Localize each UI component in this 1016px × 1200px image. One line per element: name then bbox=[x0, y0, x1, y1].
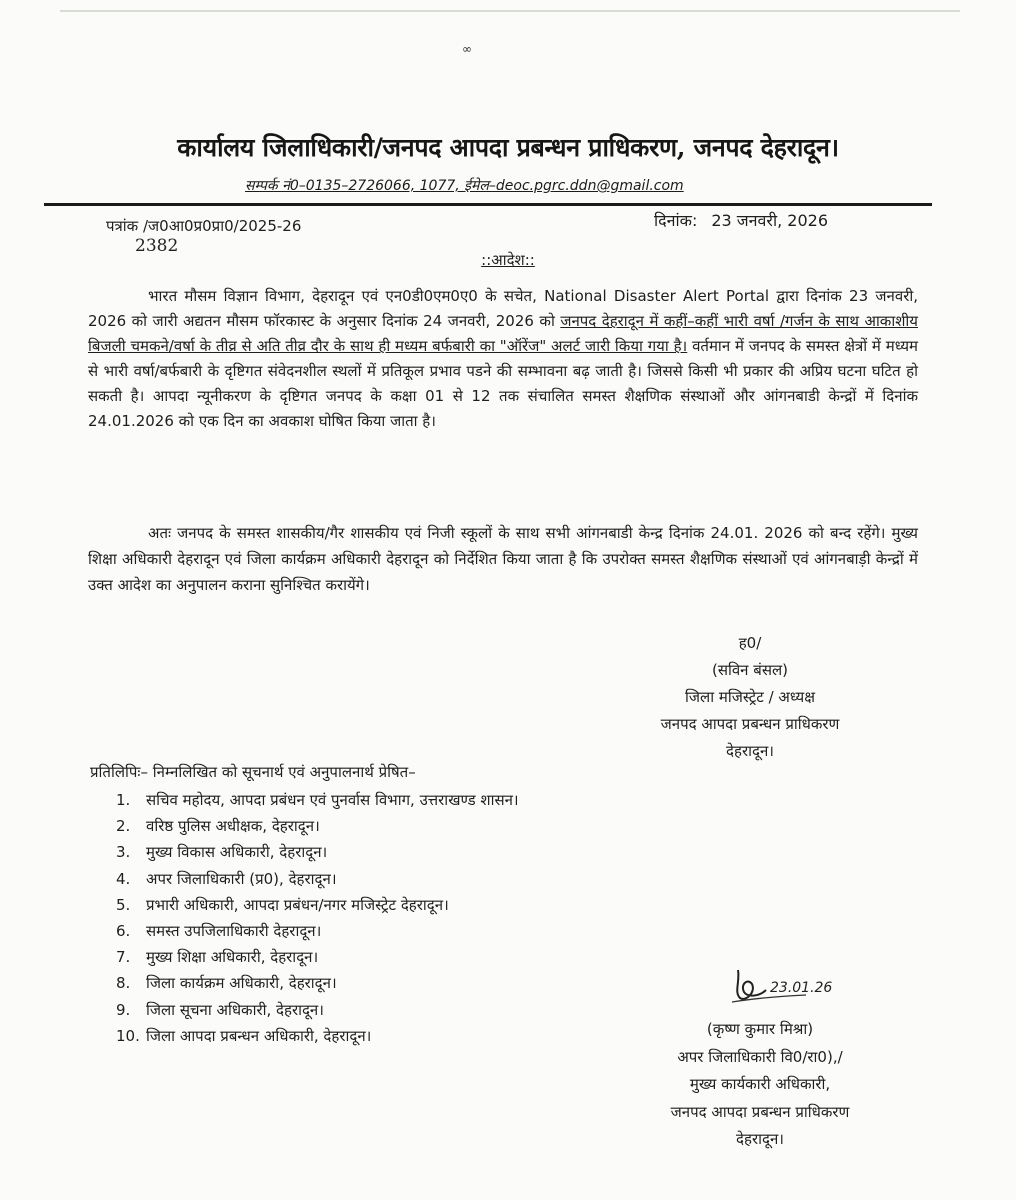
date-value: 23 जनवरी, 2026 bbox=[711, 211, 829, 230]
copy-to-item-text: समस्त उपजिलाधिकारी देहरादून। bbox=[146, 921, 322, 940]
copy-to-item bbox=[116, 813, 519, 839]
copy-to-item bbox=[116, 787, 519, 813]
copy-to-item-text: मुख्य शिक्षा अधिकारी, देहरादून। bbox=[146, 948, 319, 967]
signatory-block-dm bbox=[630, 630, 870, 765]
copy-to-item bbox=[116, 1023, 519, 1049]
copy-to-item-number: 3. bbox=[116, 843, 131, 862]
copy-to-item-number: 4. bbox=[116, 869, 131, 888]
copy-to-item-number: 6. bbox=[116, 921, 131, 940]
signatory2-authority: जनपद आपदा प्रबन्धन प्राधिकरण bbox=[670, 1102, 850, 1121]
paragraph-1-part-b: वर्तमान में जनपद के समस्त क्षेत्रों में मध्यम से भारी वर्षा/बर्फबारी के दृष्टिगत संवेदनशील स्थलों में प्रतिकूल प्रभाव पडने की सम्भावना बढ़ जाती है। जिससे किसी भी प्रकार की अप्रिय घटना घटित हो सकती है। आपदा न्यूनीकरण के दृष्टिगत जनपद के कक्षा 01 से 12 तक संचालित समस्त शैक्षणिक संस्थाओं और आंगनबाडी केन्द्रों में दिनांक 24.01.2026 को एक दिन का अवकाश घोषित किया जाता है। bbox=[88, 337, 919, 430]
signatory-place: देहरादून। bbox=[726, 742, 774, 760]
header-rule bbox=[44, 203, 932, 206]
copy-to-item-text: जिला कार्यक्रम अधिकारी, देहरादून। bbox=[146, 974, 337, 993]
copy-to-item-number: 10. bbox=[116, 1026, 140, 1045]
signatory-authority: जनपद आपदा प्रबन्धन प्राधिकरण bbox=[660, 715, 840, 733]
order-paragraph-1 bbox=[88, 284, 918, 434]
reference-number: /ज0आ0प्र0प्रा0/2025-26 bbox=[143, 217, 302, 235]
copy-to-item-text: सचिव महोदय, आपदा प्रबंधन एवं पुनर्वास विभाग, उत्तराखण्ड शासन। bbox=[146, 791, 519, 809]
date-line bbox=[654, 209, 828, 231]
office-title: कार्यालय जिलाधिकारी/जनपद आपदा प्रबन्धन प्राधिकरण, जनपद देहरादून। bbox=[177, 133, 839, 162]
copy-to-heading: प्रतिलिपिः– निम्नलिखित को सूचनार्थ एवं अनुपालनार्थ प्रेषित– bbox=[90, 763, 416, 781]
copy-to-item-text: जिला सूचना अधिकारी, देहरादून। bbox=[146, 1000, 324, 1019]
handwritten-reference-number: 2382 bbox=[135, 236, 179, 256]
copy-to-item-number: 5. bbox=[116, 895, 131, 914]
copy-to-item-number: 7. bbox=[116, 948, 131, 967]
signature-stroke bbox=[737, 970, 766, 999]
copy-to-item-number: 8. bbox=[116, 974, 131, 993]
header-mark: ∞ bbox=[462, 42, 472, 56]
paragraph-1-alert-underlined: जनपद देहरादून में कहीं–कहीं भारी वर्षा /गर्जन के साथ आकाशीय बिजली चमकने/वर्षा के तीव्र से अति तीव्र दौर के साथ ही मध्यम बर्फबारी का "ऑरेंज" अलर्ट जारी किया गया है। bbox=[88, 312, 918, 355]
contact-line bbox=[245, 176, 785, 198]
signatory-name: (सविन बंसल) bbox=[711, 661, 789, 679]
copy-to-item-number: 1. bbox=[116, 791, 131, 809]
signed-mark: ह0/ bbox=[738, 634, 762, 652]
signatory2-place: देहरादून। bbox=[736, 1130, 784, 1148]
reference-line bbox=[106, 216, 301, 236]
reference-label: पत्रांक bbox=[106, 217, 139, 235]
signatory2-designation-1: अपर जिलाधिकारी वि0/रा0),/ bbox=[677, 1047, 843, 1066]
copy-to-item bbox=[116, 866, 519, 892]
copy-to-item bbox=[116, 839, 519, 865]
handwritten-signature bbox=[726, 962, 866, 1022]
copy-to-item-number: 2. bbox=[116, 817, 131, 836]
copy-to-item bbox=[116, 997, 519, 1023]
copy-to-item-text: अपर जिलाधिकारी (प्र0), देहरादून। bbox=[146, 869, 337, 888]
copy-to-item-text: वरिष्ठ पुलिस अधीक्षक, देहरादून। bbox=[146, 817, 320, 836]
copy-to-list bbox=[116, 787, 519, 1049]
signatory-block-adm bbox=[620, 1016, 900, 1154]
copy-to-item-text: प्रभारी अधिकारी, आपदा प्रबंधन/नगर मजिस्ट्रेट देहरादून। bbox=[146, 895, 449, 914]
order-heading: ::आदेश:: bbox=[481, 251, 535, 269]
paragraph-1-part-a: भारत मौसम विज्ञान विभाग, देहरादून एवं एन0डी0एम0ए0 के सचेत, National Disaster Alert Portal द्वारा दिनांक 23 जनवरी, 2026 को जारी अद्यतन मौसम फॉरकास्ट के अनुसार दिनांक 24 जनवरी, 2026 को bbox=[88, 287, 918, 330]
copy-to-item bbox=[116, 944, 519, 970]
date-label: दिनांक: bbox=[654, 211, 698, 230]
copy-to-item-text: जिला आपदा प्रबन्धन अधिकारी, देहरादून। bbox=[146, 1026, 372, 1045]
copy-to-item bbox=[116, 918, 519, 944]
signatory-designation: जिला मजिस्ट्रेट / अध्यक्ष bbox=[685, 688, 815, 706]
order-paragraph-2: अतः जनपद के समस्त शासकीय/गैर शासकीय एवं निजी स्कूलों के साथ सभी आंगनबाडी केन्द्र दिनांक 24.01. 2026 को बन्द रहेंगे। मुख्य शिक्षा अधिकारी देहरादून एवं जिला कार्यक्रम अधिकारी देहरादून को निर्देशित किया जाता है कि उपरोक्त समस्त शैक्षणिक संस्थाओं एवं आंगनबाड़ी केन्द्रों में उक्त आदेश का अनुपालन कराना सुनिश्चित करायेंगे। bbox=[88, 524, 918, 594]
copy-to-item bbox=[116, 970, 519, 996]
copy-to-item-number: 9. bbox=[116, 1000, 131, 1019]
contact-text: सम्पर्क नं0–0135–2726066, 1077, ईमेल–deoc.pgrc.ddn@gmail.com bbox=[245, 178, 684, 194]
signatory2-designation-2: मुख्य कार्यकारी अधिकारी, bbox=[689, 1075, 831, 1093]
top-edge-line bbox=[60, 10, 960, 12]
copy-to-item-text: मुख्य विकास अधिकारी, देहरादून। bbox=[146, 843, 328, 862]
signature-date: 23.01.26 bbox=[770, 980, 833, 996]
copy-to-item bbox=[116, 892, 519, 918]
signatory2-name: (कृष्ण कुमार मिश्रा) bbox=[706, 1020, 814, 1038]
